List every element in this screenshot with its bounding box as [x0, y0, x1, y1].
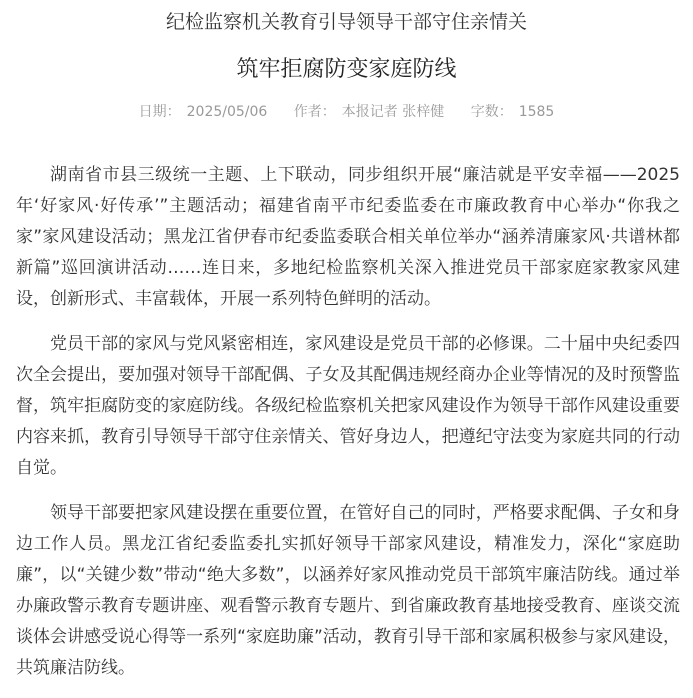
paragraph: 领导干部要把家风建设摆在重要位置，在管好自己的同时，严格要求配偶、子女和身边工作人员。黑龙江省纪委监委扎实抓好领导干部家风建设，精准发力，深化“家庭助廉”，以“关键少数”带动“绝大多数”，以涵养好家风推动党员干部筑牢廉洁防线。通过举办廉政警示教育专题讲座、观看警示教育专题片、到省廉政教育基地接受教育、座谈交流谈体会讲感受说心得等一系列“家庭助廉”活动，教育引导干部和家属积极参与家风建设，共筑廉洁防线。 — [16, 503, 680, 678]
article-meta — [0, 101, 693, 123]
article-title: 筑牢拒腐防变家庭防线 — [236, 57, 457, 82]
paragraph: 湖南省市县三级统一主题、上下联动，同步组织开展“廉洁就是平安幸福——2025年‘好家风·好传承’”主题活动；福建省南平市纪委监委在市廉政教育中心举办“你我之家”家风建设活动；黑龙江省伊春市纪委监委联合相关单位举办“涵养清廉家风·共谱林都新篇”巡回演讲活动……连日来，多地纪检监察机关深入推进党员干部家庭家教家风建设，创新形式、丰富载体，开展一系列特色鲜明的活动。 — [16, 165, 680, 309]
paragraph: 党员干部的家风与党风紧密相连，家风建设是党员干部的必修课。二十届中央纪委四次全会提出，要加强对领导干部配偶、子女及其配偶违规经商办企业等情况的及时预警监督，筑牢拒腐防变的家庭防线。各级纪检监察机关把家风建设作为领导干部作风建设重要内容来抓，教育引导领导干部守住亲情关、管好身边人，把遵纪守法变为家庭共同的行动自觉。 — [16, 334, 680, 478]
meta-wordcount — [471, 101, 555, 123]
meta-wordcount-label: 字数： — [470, 104, 513, 120]
meta-author-label: 作者： — [293, 104, 336, 120]
meta-author — [294, 101, 444, 123]
article-body — [16, 160, 680, 698]
meta-wordcount-value: 1585 — [518, 104, 555, 120]
meta-date — [139, 101, 268, 123]
meta-date-value: 2025/05/06 — [186, 104, 268, 120]
meta-author-value: 本报记者 张梓健 — [341, 104, 445, 120]
meta-date-label: 日期： — [138, 104, 181, 120]
article-subtitle: 纪检监察机关教育引导领导干部守住亲情关 — [165, 11, 527, 33]
